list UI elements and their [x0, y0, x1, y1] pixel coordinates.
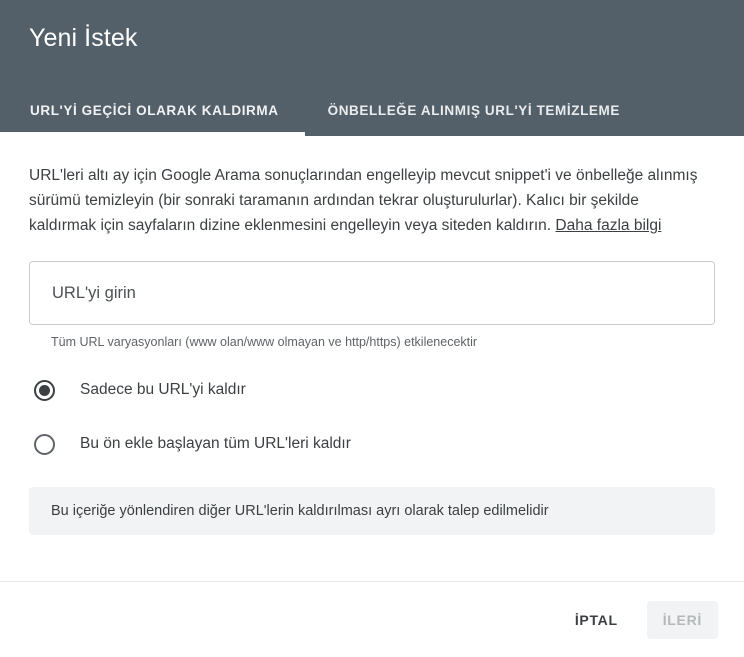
description-text: [29, 136, 701, 238]
dialog-body: [0, 136, 744, 581]
cancel-button[interactable]: İPTAL: [559, 601, 634, 639]
radio-selected-icon: [34, 380, 55, 401]
radio-unselected-icon: [34, 434, 55, 455]
removal-scope-radio-group: [29, 367, 715, 467]
description-paragraph: URL'leri altı ay için Google Arama sonuçlarından engelleyip mevcut snippet'i ve önbelleğe alınmış sürümü temizleyin (bir sonraki taramanın ardından tekrar oluşturulurlar). Kalıcı bir şekilde kaldırmak için sayfaların dizine eklenmesini engelleyin veya siteden kaldırın.: [29, 167, 698, 234]
learn-more-link[interactable]: Daha fazla bilgi: [555, 217, 662, 234]
url-input-wrapper: [29, 261, 715, 325]
tab-temporary-removal[interactable]: URL'Yİ GEÇİCİ OLARAK KALDIRMA: [0, 103, 305, 136]
notice-text: Bu içeriğe yönlendiren diğer URL'lerin kaldırılması ayrı olarak talep edilmelidir: [51, 503, 549, 519]
notice-banner: [29, 487, 715, 535]
radio-option-prefix-url-label: Bu ön ekle başlayan tüm URL'leri kaldır: [80, 435, 351, 452]
radio-option-single-url[interactable]: [29, 367, 715, 413]
radio-option-single-url-label: Sadece bu URL'yi kaldır: [80, 381, 246, 398]
tab-clear-cached-url[interactable]: ÖNBELLEĞE ALINMIŞ URL'Yİ TEMİZLEME: [305, 103, 640, 136]
page-title: Yeni İstek: [29, 24, 138, 52]
url-input[interactable]: [29, 261, 715, 325]
next-button[interactable]: İLERİ: [647, 601, 718, 639]
url-helper-text: Tüm URL varyasyonları (www olan/www olmayan ve http/https) etkilenecektir: [51, 335, 478, 349]
tab-bar: [0, 82, 744, 136]
dialog-footer: [0, 581, 744, 657]
dialog-header: [0, 0, 744, 136]
radio-option-prefix-url[interactable]: [29, 421, 715, 467]
